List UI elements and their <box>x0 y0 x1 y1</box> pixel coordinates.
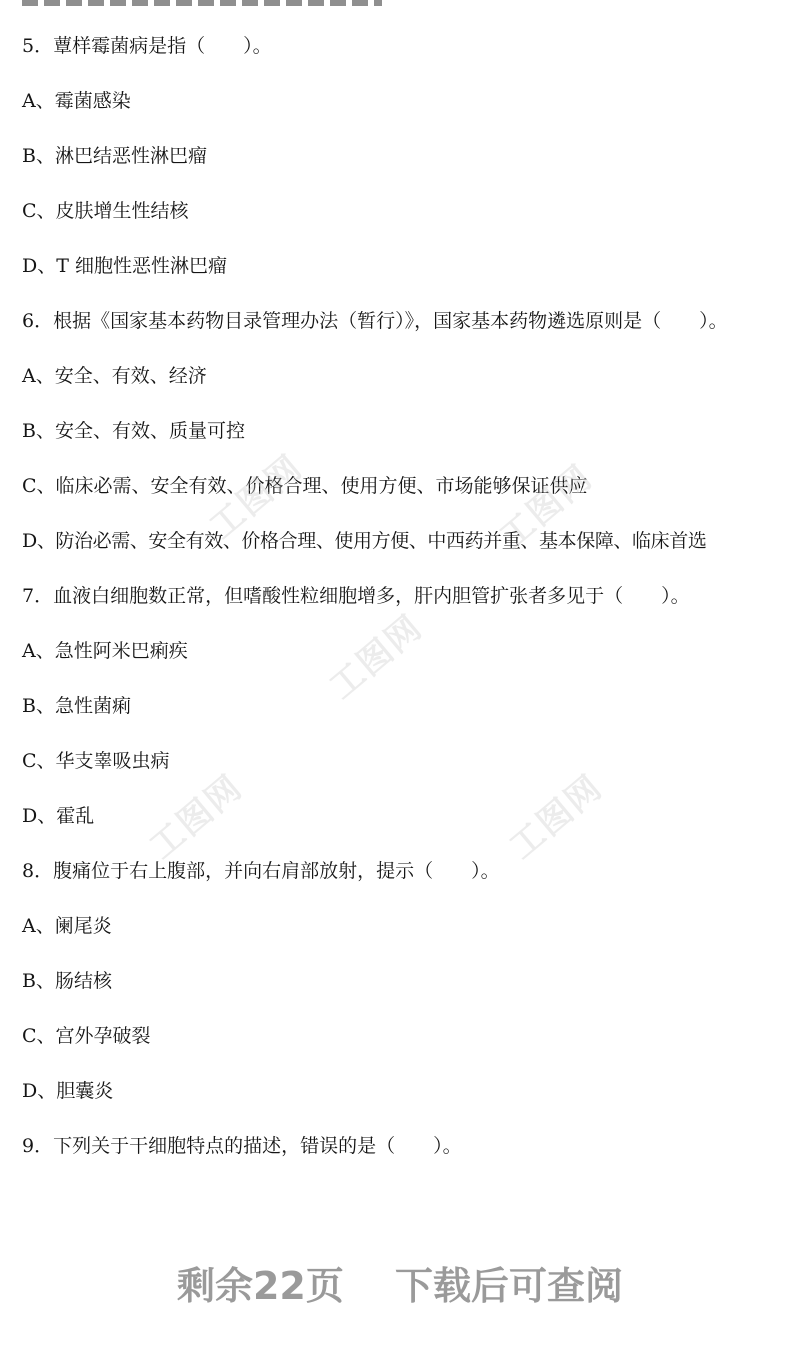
question-5-option-d: D、T 细胞性恶性淋巴瘤 <box>22 255 227 277</box>
cut-off-previous-line <box>22 0 382 6</box>
watermark: 工图网 <box>202 447 311 548</box>
question-5-stem: 5．蕈样霉菌病是指（ ）。 <box>22 35 272 57</box>
question-8-option-b: B、肠结核 <box>22 970 112 992</box>
watermark: 工图网 <box>502 767 611 868</box>
question-8-option-a: A、阑尾炎 <box>22 915 112 937</box>
question-6-option-c: C、临床必需、安全有效、价格合理、使用方便、市场能够保证供应 <box>22 475 588 497</box>
download-prompt-footer[interactable]: 剩余22页 下载后可查阅 <box>176 1264 624 1308</box>
question-7-option-d: D、霍乱 <box>22 805 95 827</box>
question-7-option-b: B、急性菌痢 <box>22 695 131 717</box>
question-7-stem: 7．血液白细胞数正常，但嗜酸性粒细胞增多，肝内胆管扩张者多见于（ ）。 <box>22 585 690 607</box>
question-6-option-a: A、安全、有效、经济 <box>22 365 207 387</box>
question-8-option-c: C、宫外孕破裂 <box>22 1025 151 1047</box>
watermark: 工图网 <box>142 767 251 868</box>
question-6-stem: 6．根据《国家基本药物目录管理办法（暂行）》，国家基本药物遴选原则是（ ）。 <box>22 310 728 332</box>
question-9-stem: 9．下列关于干细胞特点的描述，错误的是（ ）。 <box>22 1135 462 1157</box>
question-5-option-b: B、淋巴结恶性淋巴瘤 <box>22 145 207 167</box>
question-8-stem: 8．腹痛位于右上腹部，并向右肩部放射，提示（ ）。 <box>22 860 500 882</box>
question-7-option-a: A、急性阿米巴痢疾 <box>22 640 188 662</box>
question-6-option-b: B、安全、有效、质量可控 <box>22 420 245 442</box>
question-7-option-c: C、华支睾吸虫病 <box>22 750 170 772</box>
question-8-option-d: D、胆囊炎 <box>22 1080 114 1102</box>
question-5-option-a: A、霉菌感染 <box>22 90 131 112</box>
watermark: 工图网 <box>492 457 601 558</box>
question-6-option-d: D、防治必需、安全有效、价格合理、使用方便、中西药并重、基本保障、临床首选 <box>22 530 707 552</box>
question-5-option-c: C、皮肤增生性结核 <box>22 200 189 222</box>
watermark: 工图网 <box>322 607 431 708</box>
